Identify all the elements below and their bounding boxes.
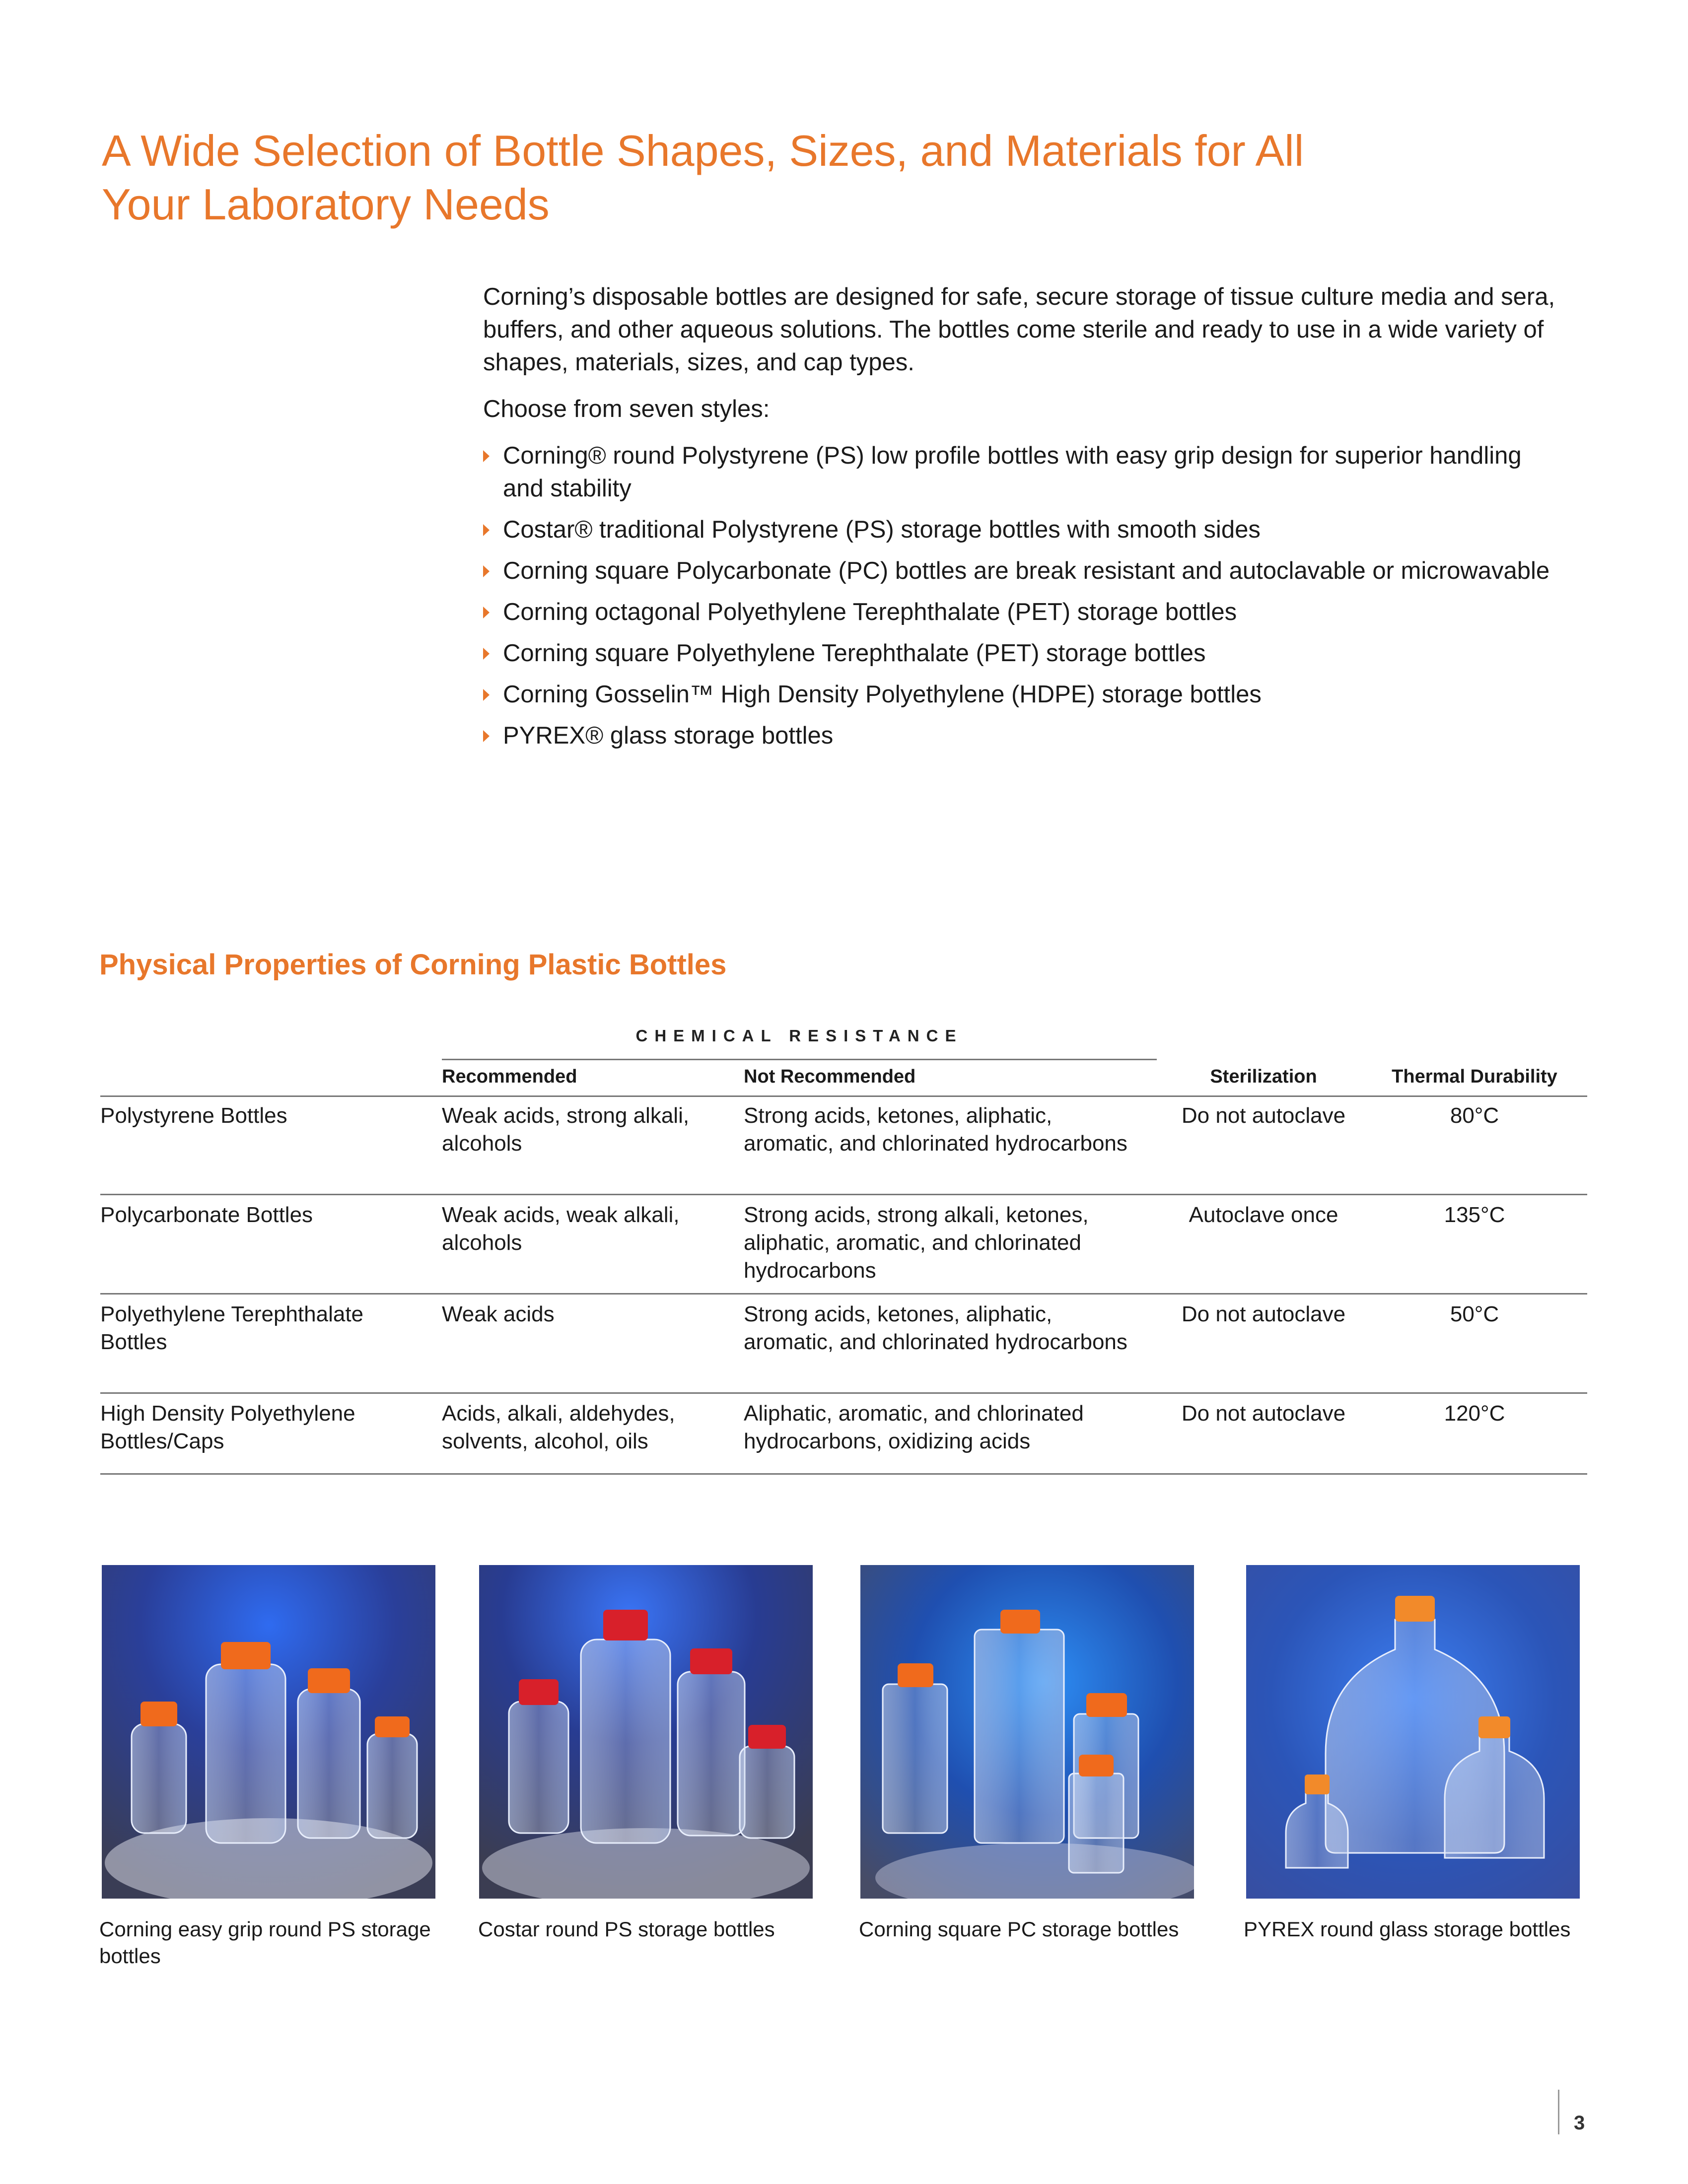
row-polystyrene-material: Polystyrene Bottles	[100, 1103, 287, 1128]
list-item: Corning Gosselin™ High Density Polyethylene (HDPE) storage bottles	[483, 678, 1565, 711]
column-header-sterilization: Sterilization	[1210, 1066, 1317, 1087]
row-polycarbonate-thermal: 135°C	[1444, 1203, 1505, 1227]
list-item: Corning square Polyethylene Terephthalate (PET) storage bottles	[483, 637, 1565, 670]
table-section-title: Physical Properties of Corning Plastic Bottles	[99, 949, 727, 981]
column-header-recommended: Recommended	[442, 1066, 577, 1087]
table-bottom-divider	[100, 1473, 1587, 1475]
row-polystyrene-thermal: 80°C	[1450, 1103, 1499, 1128]
row-polystyrene-sterilization: Do not autoclave	[1181, 1103, 1346, 1128]
photo-caption: Corning square PC storage bottles	[859, 1917, 1179, 1941]
bullet-arrow-icon	[483, 607, 490, 618]
row-hdpe-thermal: 120°C	[1444, 1401, 1505, 1426]
intro-paragraph: Corning’s disposable bottles are designed for safe, secure storage of tissue culture media and sera, buffers, and other aqueous solutions. The bottles come sterile and ready to use in a wide variety of shapes, materials, sizes, and cap types.	[483, 283, 1555, 376]
row-hdpe-recommended: Acids, alkali, aldehydes, solvents, alcohol, oils	[442, 1401, 675, 1453]
photo-square-pc-bottles	[860, 1565, 1194, 1899]
row-polycarbonate-material: Polycarbonate Bottles	[100, 1203, 313, 1227]
row-polycarbonate-not-recommended: Strong acids, strong alkali, ketones, aliphatic, aromatic, and chlorinated hydrocarbons	[744, 1203, 1089, 1283]
row-hdpe-sterilization: Do not autoclave	[1181, 1401, 1346, 1426]
photo-caption: Corning easy grip round PS storage bottles	[99, 1917, 431, 1968]
list-item: PYREX® glass storage bottles	[483, 719, 1565, 752]
photo-costar-round-ps-bottles	[479, 1565, 813, 1899]
group-header-divider	[442, 1059, 1157, 1060]
bullet-arrow-icon	[483, 689, 490, 701]
list-item: Corning square Polycarbonate (PC) bottles are break resistant and autoclavable or microwavable	[483, 554, 1565, 587]
row-polycarbonate-sterilization: Autoclave once	[1189, 1203, 1338, 1227]
bullet-arrow-icon	[483, 648, 490, 660]
header-divider	[100, 1095, 1587, 1097]
choose-label: Choose from seven styles:	[483, 396, 770, 422]
list-item: Corning® round Polystyrene (PS) low profile bottles with easy grip design for superior handling and stability	[483, 439, 1565, 505]
chemical-resistance-header: CHEMICAL RESISTANCE	[635, 1026, 963, 1045]
row-pet-thermal: 50°C	[1450, 1302, 1499, 1326]
column-header-thermal-durability: Thermal Durability	[1392, 1066, 1557, 1087]
bullet-arrow-icon	[483, 730, 490, 742]
row-polycarbonate-recommended: Weak acids, weak alkali, alcohols	[442, 1203, 680, 1255]
bullet-arrow-icon	[483, 450, 490, 462]
page-number-divider	[1558, 2090, 1559, 2134]
row-pet-material: Polyethylene Terephthalate Bottles	[100, 1302, 364, 1354]
row-polystyrene-recommended: Weak acids, strong alkali, alcohols	[442, 1103, 690, 1156]
intro-section	[483, 280, 1565, 760]
styles-list	[483, 439, 1565, 752]
row-hdpe-material: High Density Polyethylene Bottles/Caps	[100, 1401, 355, 1453]
bullet-arrow-icon	[483, 565, 490, 577]
page-number: 3	[1574, 2112, 1585, 2134]
list-item: Costar® traditional Polystyrene (PS) storage bottles with smooth sides	[483, 513, 1565, 546]
photo-caption: PYREX round glass storage bottles	[1244, 1917, 1571, 1941]
row-divider	[100, 1194, 1587, 1195]
photo-pyrex-glass-bottles	[1246, 1565, 1580, 1899]
column-header-not-recommended: Not Recommended	[744, 1066, 916, 1087]
row-pet-recommended: Weak acids	[442, 1302, 555, 1326]
photo-easy-grip-ps-bottles	[102, 1565, 435, 1899]
row-divider	[100, 1293, 1587, 1295]
row-polystyrene-not-recommended: Strong acids, ketones, aliphatic, aromatic, and chlorinated hydrocarbons	[744, 1103, 1127, 1156]
row-divider	[100, 1392, 1587, 1394]
page-title: A Wide Selection of Bottle Shapes, Sizes, and Materials for All Your Laboratory Needs	[102, 126, 1304, 229]
row-pet-not-recommended: Strong acids, ketones, aliphatic, aromatic, and chlorinated hydrocarbons	[744, 1302, 1127, 1354]
bullet-arrow-icon	[483, 524, 490, 536]
list-item: Corning octagonal Polyethylene Terephthalate (PET) storage bottles	[483, 596, 1565, 628]
row-hdpe-not-recommended: Aliphatic, aromatic, and chlorinated hydrocarbons, oxidizing acids	[744, 1401, 1084, 1453]
photo-caption: Costar round PS storage bottles	[478, 1917, 775, 1941]
row-pet-sterilization: Do not autoclave	[1181, 1302, 1346, 1326]
